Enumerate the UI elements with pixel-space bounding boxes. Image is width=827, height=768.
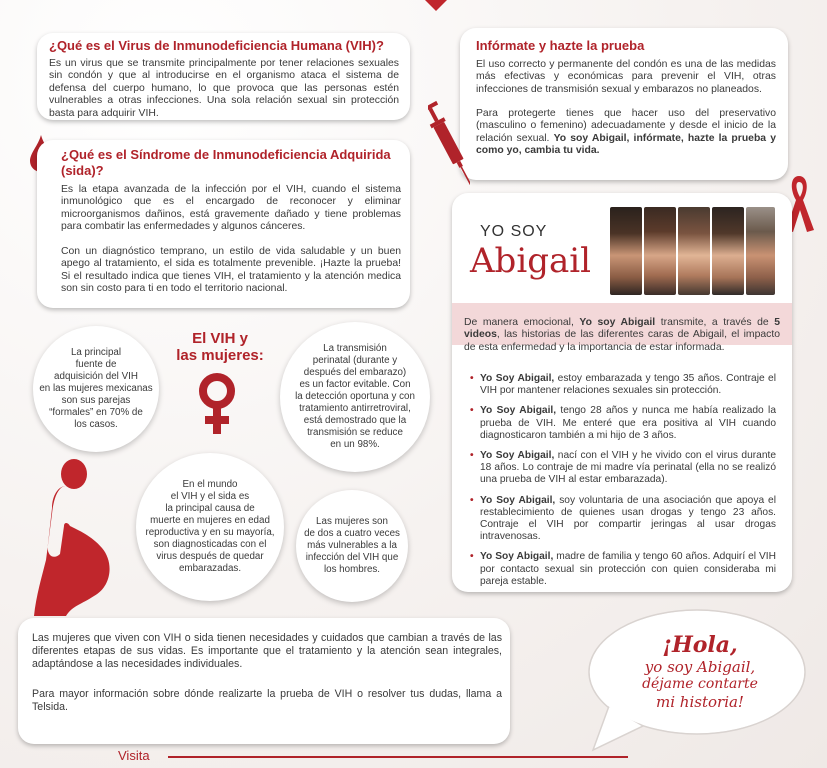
info-title: Infórmate y hazte la prueba [476, 38, 645, 53]
story-3: • Yo Soy Abigail, nací con el VIH y he vivido con el virus durante 18 años. Lo contraje de mi madre vía perinatal (ella no se realizó una prueba de VIH al estar embarazada). [470, 450, 776, 487]
syringe-icon [428, 96, 470, 192]
abigail-intro: De manera emocional, Yo soy Abigail transmite, a través de 5 videos, las historias de las diferentes caras de Abigail, el impacto de esta enfermedad y la importancia de estar informada. [464, 317, 780, 353]
photo-woman-5 [746, 207, 775, 295]
logo-abigail: Abigail [470, 241, 591, 281]
speech-bubble-text: ¡Hola, yo soy Abigail, déjame contarte mi historia! [642, 632, 758, 711]
vih-card [37, 33, 410, 120]
photo-woman-2 [644, 207, 676, 295]
story-1: • Yo Soy Abigail, estoy embarazada y tengo 35 años. Contraje el VIH por mantener relaciones sexuales sin protección. [470, 373, 776, 397]
story-4: • Yo Soy Abigail, soy voluntaria de una asociación que apoya el restablecimiento de quienes usan drogas y tengo 23 años. Contraje el VIH por compartir jeringas al usar drogas intravenosas. [470, 495, 776, 544]
bottom-paragraph-2: Para mayor información sobre dónde realizarte la prueba de VIH o resolver tus dudas, llama a Telsida. [32, 688, 502, 713]
pregnant-woman-silhouette-icon [30, 456, 135, 616]
fact-circle-mortality: En el mundo el VIH y el sida es la principal causa de muerte en mujeres en edad reproductiva y en su mayoría, son diagnosticadas con el virus después de quedar embarazadas. [136, 453, 284, 601]
bottom-card [18, 618, 510, 744]
info-paragraph-2: Para protegerte tienes que hacer uso del preservativo (masculino o femenino) adecuadamente y desde el inicio de la relación sexual. Yo soy Abigail, infórmate, hazte la prueba y como yo, cambia tu vida. [476, 108, 776, 157]
sida-paragraph-1: Es la etapa avanzada de la infección por el VIH, cuando el sistema inmunológico que es el encargado de reconocer y eliminar microorganismos dañinos, está gravemente dañado y tiene problemas para combatir las enfermedades y algunos cánceres. [61, 184, 401, 233]
sida-paragraph-2: Con un diagnóstico temprano, un estilo de vida saludable y un buen apego al tratamiento, el sida es totalmente prevenible. ¡Hazte la prueba! Si el resultado indica que tienes VIH, el tratamiento y la atención medica son sin costo para ti en todo el territorio nacional. [61, 246, 401, 295]
info-paragraph-1: El uso correcto y permanente del condón es una de las medidas más efectivas y económicas para prevenir el VIH, otras infecciones de transmisión sexual y embarazos no planeados. [476, 59, 776, 95]
sida-title: ¿Qué es el Síndrome de Inmunodeficiencia Adquirida (sida)? [61, 147, 391, 178]
fact-circle-vulnerability: Las mujeres son de dos a cuatro veces más vulnerables a la infección del VIH que los hombres. [296, 490, 408, 602]
photo-woman-1 [610, 207, 642, 295]
story-2: • Yo Soy Abigail, tengo 28 años y nunca me había realizado la prueba de VIH. Me enteré que era positiva al VIH cuando diagnosticaron también a mi hijo de 3 años. [470, 405, 776, 442]
info-card [460, 28, 788, 180]
vih-title: ¿Qué es el Virus de Inmunodeficiencia Humana (VIH)? [49, 38, 384, 53]
photo-woman-3 [678, 207, 710, 295]
bottom-paragraph-1: Las mujeres que viven con VIH o sida tienen necesidades y cuidados que cambian a través de las diferentes etapas de sus vidas. Es importante que el tratamiento y la atención sean integrales, adaptándose a las necesidades individuales. [32, 632, 502, 670]
visita-label: Visita [118, 748, 150, 763]
sida-card [37, 140, 410, 308]
logo-yo-soy: YO SOY [480, 223, 548, 240]
story-5: • Yo Soy Abigail, madre de familia y tengo 60 años. Adquirí el VIH por contacto sexual sin protección con quien consideraba mi pareja estable. [470, 551, 776, 588]
info-call-to-action: Yo soy Abigail, infórmate, hazte la prueba y como yo, cambia tu vida. [476, 132, 776, 157]
vih-body: Es un virus que se transmite principalmente por tener relaciones sexuales sin condón y que al introducirse en el organismo ataca el sistema de defensa del cuerpo humano, lo que provoca que las personas estén vulnerables a otras infecciones. Una sola relación sexual sin protección basta para adquirir VIH. [49, 58, 399, 119]
women-heading: El VIH y las mujeres: [176, 330, 264, 364]
abigail-story-list [470, 373, 776, 596]
fact-circle-perinatal: La transmisión perinatal (durante y después del embarazo) es un factor evitable. Con la detección oportuna y con tratamiento antirretroviral, está demostrado que la transmisión se reduce en un 98%. [280, 322, 430, 472]
female-symbol-icon [194, 372, 240, 438]
photo-woman-4 [712, 207, 744, 295]
footer-divider [168, 756, 628, 758]
fact-circle-partners: La principal fuente de adquisición del VIH en las mujeres mexicanas son sus parejas “formales” en 70% de los casos. [33, 326, 159, 452]
top-triangle-decoration [425, 0, 447, 12]
